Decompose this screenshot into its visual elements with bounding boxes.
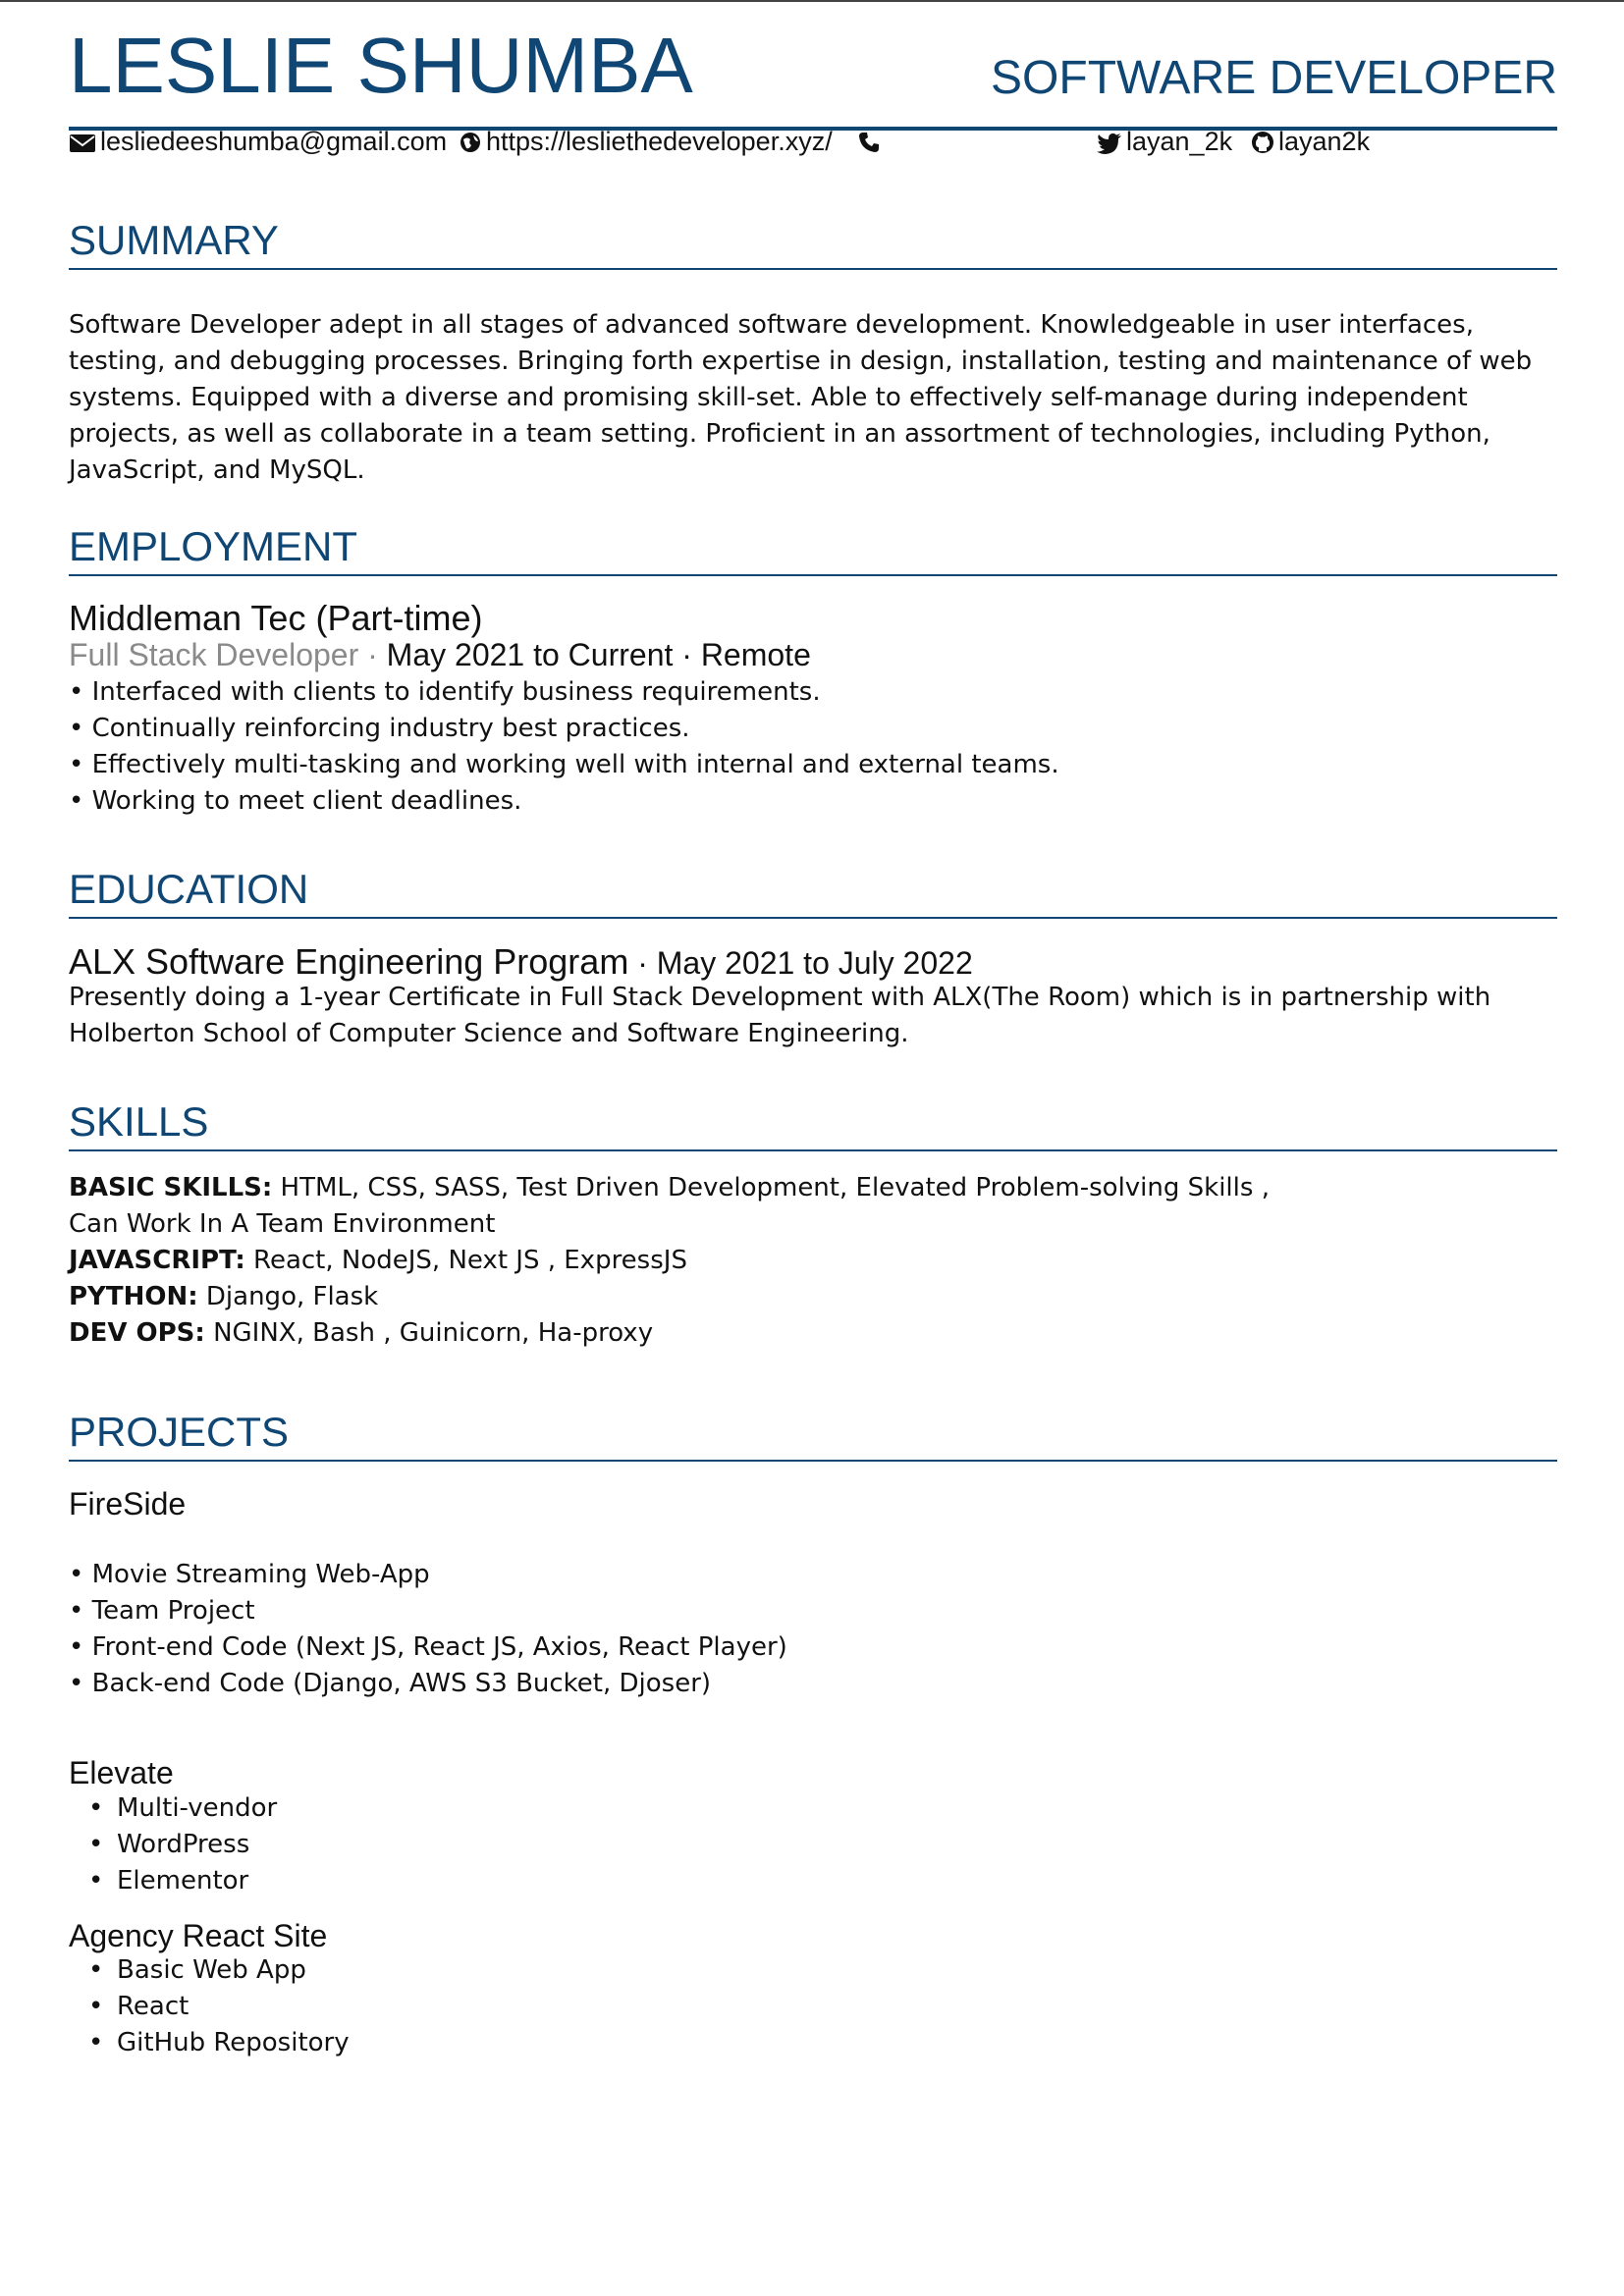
project-bullet: • Team Project (69, 1596, 255, 1626)
phone-icon (857, 128, 881, 163)
skill-row-python (69, 1279, 378, 1315)
education-program: ALX Software Engineering Program (69, 941, 629, 982)
envelope-icon (69, 128, 96, 163)
job-title: SOFTWARE DEVELOPER (991, 52, 1557, 104)
education-dates: · May 2021 to July 2022 (628, 945, 973, 981)
candidate-name: LESLIE SHUMBA (69, 22, 693, 109)
email-text: lesliedeeshumba@gmail.com (100, 127, 448, 156)
summary-heading: SUMMARY (69, 217, 279, 263)
skills-divider (69, 1149, 1557, 1151)
contact-twitter[interactable] (1097, 124, 1232, 163)
twitter-icon (1097, 128, 1122, 163)
employment-company: Middleman Tec (Part-time) (69, 598, 483, 638)
skill-row-basic-cont (69, 1206, 495, 1243)
top-border (0, 0, 1624, 2)
project-title-elevate: Elevate (69, 1755, 174, 1790)
employment-meta (69, 636, 811, 673)
employment-bullet: • Interfaced with clients to identify business requirements. (69, 677, 821, 707)
education-entry (69, 942, 973, 983)
contact-email[interactable] (69, 124, 447, 163)
skill-row-javascript (69, 1243, 687, 1279)
skill-row-devops (69, 1315, 653, 1352)
skill-value: HTML, CSS, SASS, Test Driven Development, Elevated Problem-solving Skills , (272, 1173, 1270, 1202)
skill-value: Can Work In A Team Environment (69, 1209, 496, 1239)
education-heading: EDUCATION (69, 866, 309, 912)
skill-label: BASIC SKILLS: (69, 1173, 273, 1202)
skill-value: NGINX, Bash , Guinicorn, Ha-proxy (204, 1318, 654, 1348)
meta-separator: · (358, 637, 387, 672)
website-text: https://lesliethedeveloper.xyz/ (486, 127, 833, 156)
skill-value: Django, Flask (197, 1282, 379, 1311)
github-handle: layan2k (1278, 127, 1371, 156)
projects-heading: PROJECTS (69, 1409, 290, 1455)
contact-phone[interactable] (857, 124, 885, 163)
employment-dates: May 2021 to Current (386, 637, 674, 672)
meta-separator: · (673, 637, 701, 672)
contact-bar (69, 124, 1557, 159)
skills-heading: SKILLS (69, 1098, 209, 1145)
resume-header (69, 22, 1557, 110)
skill-row-basic (69, 1170, 1270, 1206)
employment-bullet: • Continually reinforcing industry best practices. (69, 714, 690, 743)
employment-divider (69, 574, 1557, 576)
contact-website[interactable] (459, 124, 833, 163)
education-divider (69, 917, 1557, 919)
employment-role: Full Stack Developer (69, 637, 359, 672)
project-bullet: • Front-end Code (Next JS, React JS, Axios, React Player) (69, 1632, 787, 1662)
skill-label: DEV OPS: (69, 1318, 205, 1348)
project-bullet: • Movie Streaming Web-App (69, 1560, 430, 1589)
skill-label: PYTHON: (69, 1282, 198, 1311)
contact-github[interactable] (1251, 124, 1370, 163)
employment-bullet: • Effectively multi-tasking and working well with internal and external teams. (69, 750, 1059, 779)
project-title-agency: Agency React Site (69, 1918, 328, 1953)
employment-location: Remote (700, 637, 811, 672)
skill-label: JAVASCRIPT: (69, 1246, 245, 1275)
project-title-fireside: FireSide (69, 1486, 187, 1522)
employment-bullet: • Working to meet client deadlines. (69, 786, 522, 816)
projects-divider (69, 1460, 1557, 1462)
education-description: Presently doing a 1-year Certificate in Full Stack Development with ALX(The Room) which is in partnership with Holberton School of Computer Science and Software Engineering. (69, 983, 1491, 1048)
globe-icon (459, 128, 482, 163)
skill-value: React, NodeJS, Next JS , ExpressJS (244, 1246, 687, 1275)
project-bullet: • Back-end Code (Django, AWS S3 Bucket, Djoser) (69, 1669, 712, 1698)
summary-text: Software Developer adept in all stages of advanced software development. Knowledgeable in user interfaces, testing, and debugging processes. Bringing forth expertise in design, installation, testing and maintenance of web systems. Equipped with a diverse and promising skill-set. Able to effectively self-manage during independent projects, as well as collaborate in a team setting. Proficient in an assortment of technologies, including Python, JavaScript, and MySQL. (69, 310, 1533, 485)
employment-heading: EMPLOYMENT (69, 523, 358, 569)
summary-divider (69, 268, 1557, 270)
twitter-handle: layan_2k (1126, 127, 1233, 156)
github-icon (1251, 128, 1274, 163)
